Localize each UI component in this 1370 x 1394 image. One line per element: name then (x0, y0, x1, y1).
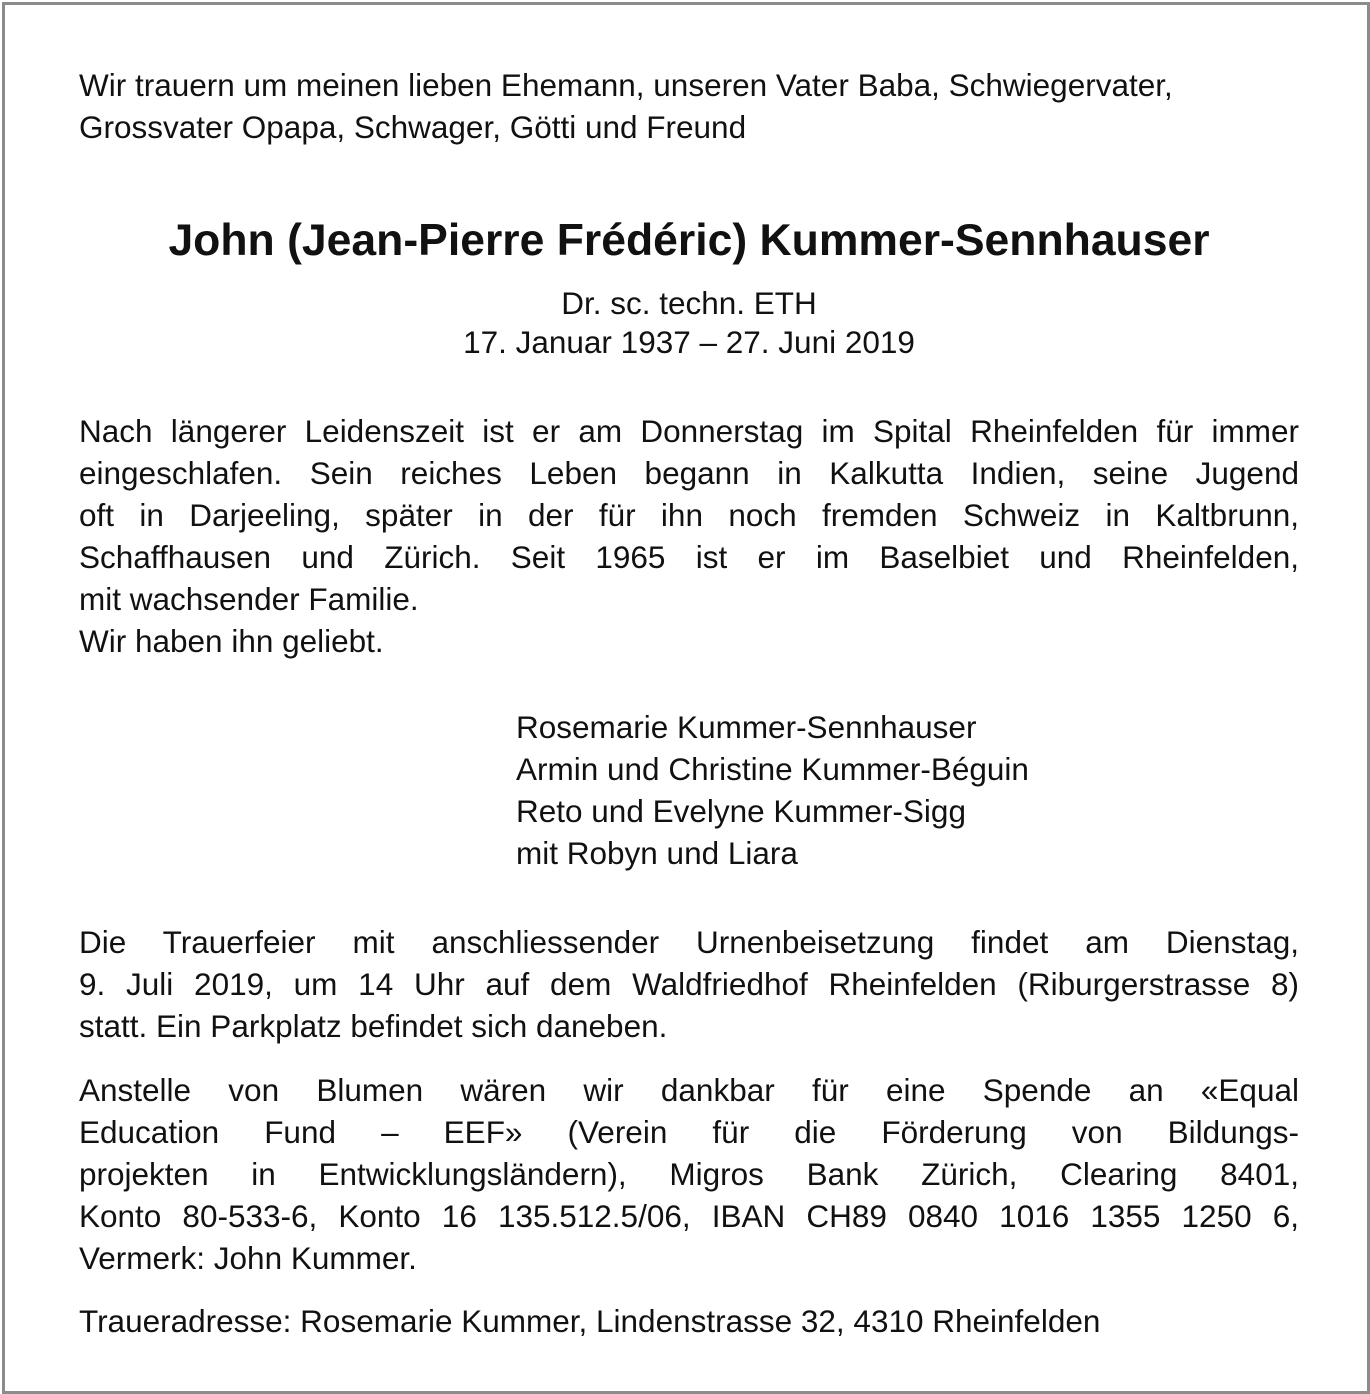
mourning-address: Traueradresse: Rosemarie Kummer, Lindenstrasse 32, 4310 Rheinfelden (79, 1303, 1101, 1339)
body-line: mit wachsender Familie. (79, 581, 419, 617)
body-line: Schaffhausen und Zürich. Seit 1965 ist er im Baselbiet und Rheinfelden, (79, 539, 1299, 575)
deceased-details (79, 284, 1299, 362)
donation-line: Education Fund – EEF» (Verein für die Förderung von Bildungs- (79, 1114, 1299, 1150)
ceremony-info (79, 921, 1299, 1047)
signatory: Armin und Christine Kummer-Béguin (516, 751, 1029, 787)
donation-line: Vermerk: John Kummer. (79, 1240, 417, 1276)
signatory: mit Robyn und Liara (516, 835, 798, 871)
obituary-body (79, 410, 1299, 662)
signatory: Rosemarie Kummer-Sennhauser (516, 709, 977, 745)
donation-line: Konto 80-533-6, Konto 16 135.512.5/06, IBAN CH89 0840 1016 1355 1250 6, (79, 1198, 1299, 1234)
donation-info (79, 1069, 1299, 1279)
signatories (516, 706, 1299, 874)
ceremony-line: Die Trauerfeier mit anschliessender Urnenbeisetzung findet am Dienstag, (79, 924, 1299, 960)
donation-line: Anstelle von Blumen wären wir dankbar für eine Spende an «Equal (79, 1072, 1299, 1108)
intro-text (79, 64, 1299, 148)
obituary-notice (2, 2, 1370, 1394)
body-line: Nach längerer Leidenszeit ist er am Donnerstag im Spital Rheinfelden für immer (79, 413, 1299, 449)
deceased-name: John (Jean-Pierre Frédéric) Kummer-Sennhauser (168, 216, 1210, 265)
donation-line: projekten in Entwicklungsländern), Migros Bank Zürich, Clearing 8401, (79, 1156, 1299, 1192)
life-dates: 17. Januar 1937 – 27. Juni 2019 (463, 324, 915, 360)
signatory: Reto und Evelyne Kummer-Sigg (516, 793, 966, 829)
ceremony-line: 9. Juli 2019, um 14 Uhr auf dem Waldfriedhof Rheinfelden (Riburgerstrasse 8) (79, 966, 1299, 1002)
academic-title: Dr. sc. techn. ETH (561, 285, 817, 321)
body-line: oft in Darjeeling, später in der für ihn noch fremden Schweiz in Kaltbrunn, (79, 497, 1299, 533)
intro-line: Grossvater Opapa, Schwager, Götti und Freund (79, 109, 747, 145)
body-line: eingeschlafen. Sein reiches Leben begann in Kalkutta Indien, seine Jugend (79, 455, 1299, 491)
ceremony-line: statt. Ein Parkplatz befindet sich daneben. (79, 1008, 668, 1044)
body-line: Wir haben ihn geliebt. (79, 623, 384, 659)
intro-line: Wir trauern um meinen lieben Ehemann, unseren Vater Baba, Schwiegervater, (79, 67, 1173, 103)
